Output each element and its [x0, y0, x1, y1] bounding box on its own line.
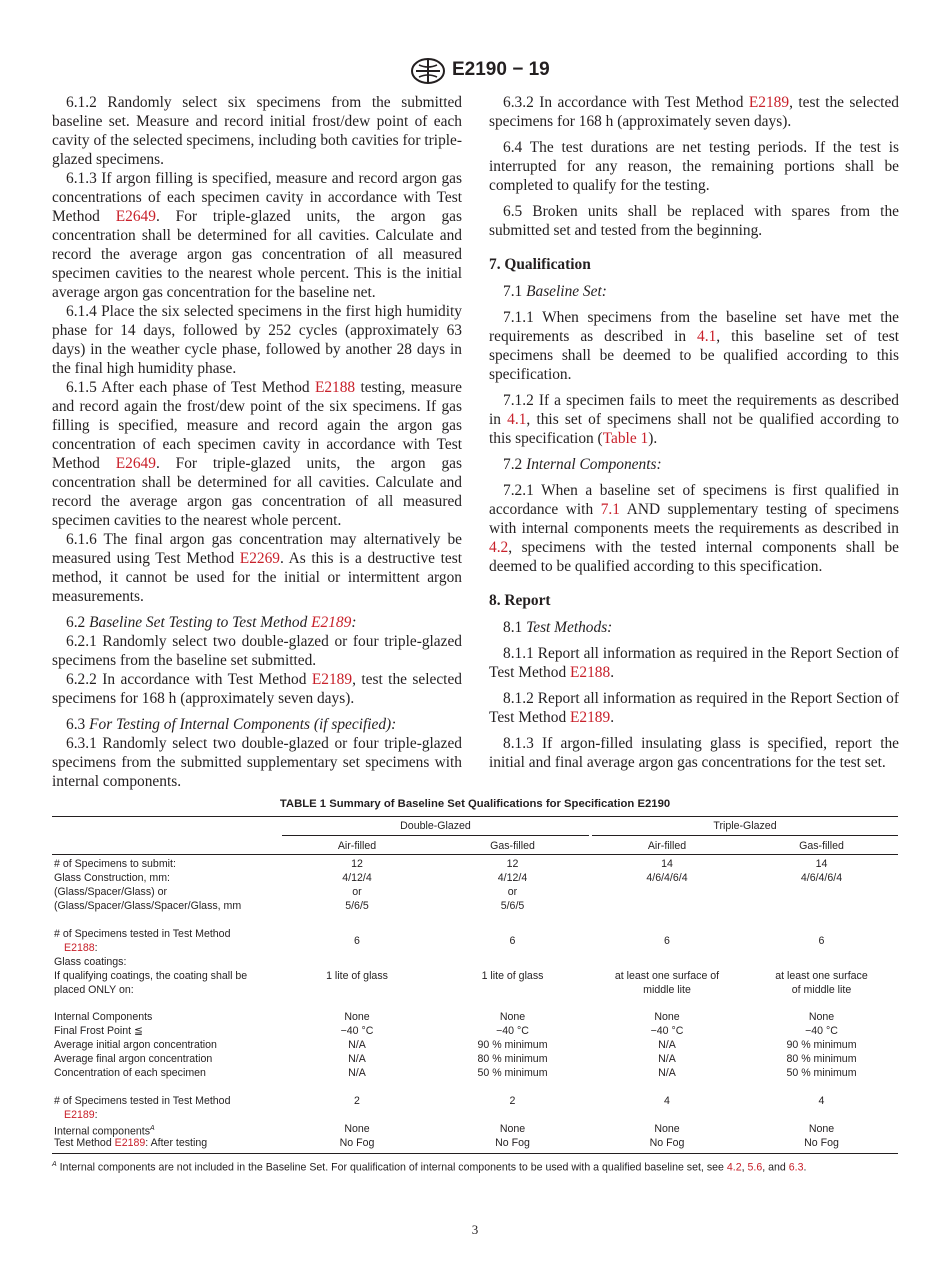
- table-cell: None: [499, 1011, 526, 1023]
- table-cell: None: [654, 1123, 680, 1135]
- table-cell: of middle lite: [791, 984, 852, 996]
- table-cell: N/A: [658, 1067, 676, 1079]
- table-cell: middle lite: [643, 984, 691, 996]
- row-label: Final Frost Point ≦: [54, 1025, 143, 1037]
- astm-logo-icon: [410, 58, 446, 84]
- ref-link[interactable]: E2189: [570, 709, 611, 726]
- ref-link[interactable]: E2189: [748, 94, 790, 111]
- table-rule: [592, 835, 898, 836]
- para-6-1-2: 6.1.2 Randomly select six specimens from the submitted baseline set. Measure and record initial frost/dew point of each cavity of the selected specimens, including both cavities for triple-glazed specimens.: [52, 94, 462, 168]
- para-6-2-1: 6.2.1 Randomly select two double-glazed or four triple-glazed specimens from the baseline set submitted.: [52, 633, 462, 669]
- row-label: Average initial argon concentration: [54, 1039, 217, 1051]
- ref-link[interactable]: 6.3: [788, 1161, 804, 1174]
- table-rule: [282, 835, 589, 836]
- row-label: Glass coatings:: [54, 956, 127, 968]
- ref-link[interactable]: E2188: [570, 664, 611, 681]
- para-6-5: 6.5 Broken units shall be replaced with spares from the submitted set and tested from the beginning.: [489, 203, 899, 239]
- ref-link[interactable]: 4.1: [697, 328, 717, 345]
- table-cell: None: [344, 1123, 370, 1135]
- heading-8-1: 8.1 Test Methods:: [503, 619, 613, 636]
- para-6-1-5: 6.1.5 After each phase of Test Method E2188 testing, measure and record again the frost/dew point of the six specimens. If gas filling is specified, measure and record again the argon gas concentration of each specimen cavity in accordance with Test Method E2649. For triple-glazed units, the argon gas concentration shall be determined for all cavities. Calculate and record the average argon gas concentration of all measured specimen cavities to the nearest whole percent.: [52, 379, 462, 529]
- table-cell: 4/12/4: [497, 872, 528, 884]
- table-cell: 4: [818, 1095, 825, 1107]
- table-cell: 6: [509, 935, 516, 947]
- para-6-2-2: 6.2.2 In accordance with Test Method E2189, test the selected specimens for 168 h (approximately seven days).: [52, 671, 462, 707]
- heading-6-2: 6.2 Baseline Set Testing to Test Method E2189:: [66, 614, 357, 631]
- heading-7-1: 7.1 Baseline Set:: [503, 283, 607, 300]
- para-8-1-3: 8.1.3 If argon-filled insulating glass is specified, report the initial and final average argon gas concentrations for the test set.: [489, 735, 899, 771]
- col-header: Gas-filled: [490, 840, 535, 852]
- para-8-1-2: 8.1.2 Report all information as required in the Report Section of Test Method E2189.: [489, 690, 899, 726]
- left-column: [52, 93, 462, 791]
- row-label: placed ONLY on:: [54, 984, 134, 996]
- page-header: [0, 58, 950, 86]
- table-cell: 80 % minimum: [477, 1053, 548, 1065]
- table-cell: or: [507, 886, 518, 898]
- table-cell: N/A: [658, 1039, 676, 1051]
- para-6-4: 6.4 The test durations are net testing periods. If the test is interrupted for any reason, the remaining portions shall be completed to qualify for the testing.: [489, 139, 899, 194]
- table-cell: 4/6/4/6/4: [800, 872, 843, 884]
- ref-link[interactable]: 5.6: [747, 1161, 763, 1174]
- col-header: Air-filled: [337, 840, 377, 852]
- para-7-1-1: 7.1.1 When specimens from the baseline set have met the requirements as described in 4.1, this baseline set of test specimens shall be deemed to be qualified according to this specification.: [489, 309, 899, 383]
- ref-link[interactable]: E2189: [114, 1137, 146, 1149]
- table-cell: 4: [664, 1095, 670, 1107]
- document-title: E2190 − 19: [452, 59, 550, 80]
- row-label: E2189:: [64, 1109, 98, 1121]
- table-cell: 50 % minimum: [477, 1067, 548, 1079]
- para-6-3-2: 6.3.2 In accordance with Test Method E2189, test the selected specimens for 168 h (approximately seven days).: [489, 94, 899, 130]
- para-7-1-2: 7.1.2 If a specimen fails to meet the requirements as described in 4.1, this set of specimens shall not be qualified according to this specification (Table 1).: [489, 392, 900, 447]
- table-cell: N/A: [658, 1053, 676, 1065]
- right-column: [489, 93, 899, 772]
- table-rule: [52, 1153, 898, 1154]
- row-label: E2188:: [64, 942, 98, 954]
- heading-6-3: 6.3 For Testing of Internal Components (if specified):: [66, 716, 397, 733]
- section-8-heading: 8. Report: [489, 592, 551, 609]
- ref-link[interactable]: 7.1: [600, 501, 620, 518]
- row-label: # of Specimens tested in Test Method: [54, 1095, 231, 1107]
- table-cell: 50 % minimum: [786, 1067, 857, 1079]
- table-cell: 12: [506, 858, 519, 870]
- table-cell: None: [499, 1123, 526, 1135]
- row-label: # of Specimens tested in Test Method: [54, 928, 231, 940]
- table-cell: at least one surface of: [614, 970, 720, 982]
- table-cell: at least one surface: [775, 970, 868, 982]
- table-cell: 90 % minimum: [477, 1039, 548, 1051]
- row-label: Average final argon concentration: [54, 1053, 213, 1065]
- table-rule: [52, 816, 898, 817]
- para-6-3-1: 6.3.1 Randomly select two double-glazed or four triple-glazed specimens from the submitted supplementary set specimens with internal components.: [52, 735, 462, 790]
- table-cell: −40 °C: [340, 1025, 374, 1037]
- table-cell: 14: [661, 858, 673, 870]
- ref-link[interactable]: E2188: [64, 942, 95, 954]
- table-cell: −40 °C: [650, 1025, 684, 1037]
- col-header: Air-filled: [647, 840, 687, 852]
- table-cell: or: [352, 886, 362, 898]
- table-cell: −40 °C: [805, 1025, 838, 1037]
- table-cell: 5/6/5: [500, 900, 525, 912]
- row-label: Test Method E2189: After testing: [54, 1137, 208, 1149]
- group-header-double: Double-Glazed: [400, 820, 471, 832]
- row-label: Internal components$^A$: [54, 1125, 155, 1138]
- ref-link[interactable]: E2189: [64, 1109, 95, 1121]
- para-7-2-1: 7.2.1 When a baseline set of specimens is first qualified in accordance with 7.1 AND supplementary testing of specimens with internal components meets the requirements as described in 4.2, specimens with the tested internal components shall be deemed to be qualified according to this specification.: [489, 482, 899, 575]
- heading-7-2: 7.2 Internal Components:: [503, 456, 662, 473]
- table-cell: N/A: [348, 1039, 366, 1051]
- row-label: If qualifying coatings, the coating shall be: [54, 970, 248, 982]
- table-cell: No Fog: [649, 1137, 685, 1149]
- table-rule: [52, 854, 898, 855]
- ref-link[interactable]: E2189: [311, 614, 352, 631]
- table-cell: None: [344, 1011, 370, 1023]
- table-cell: N/A: [348, 1053, 366, 1065]
- page-number: 3: [471, 1222, 479, 1237]
- ref-link[interactable]: 4.2: [489, 539, 509, 556]
- table-cell: 90 % minimum: [786, 1039, 857, 1051]
- ref-link[interactable]: E2649: [115, 455, 156, 472]
- para-8-1-1: 8.1.1 Report all information as required in the Report Section of Test Method E2188.: [489, 645, 899, 681]
- table-cell: None: [808, 1011, 835, 1023]
- table-cell: 4/6/4/6/4: [646, 872, 688, 884]
- table-cell: 4/12/4: [342, 872, 372, 884]
- para-6-1-3: 6.1.3 If argon filling is specified, measure and record argon gas concentrations of each specimen cavity in accordance with Test Method E2649. For triple-glazed units, the argon gas concentration shall be determined for all cavities. Calculate and record the average argon gas concentration of all measured specimen cavities to the nearest whole percent. This is the initial average argon gas concentration for the baseline net.: [52, 170, 462, 301]
- table-cell: 80 % minimum: [786, 1053, 857, 1065]
- table-cell: No Fog: [339, 1137, 375, 1149]
- table-cell: 2: [509, 1095, 516, 1107]
- table-cell: No Fog: [495, 1137, 530, 1149]
- table-cell: N/A: [348, 1067, 366, 1079]
- row-label: Glass Construction, mm:: [54, 872, 170, 884]
- ref-link[interactable]: Table 1: [602, 430, 649, 447]
- ref-link[interactable]: E2189: [311, 671, 353, 688]
- table-footnote: $^A$ Internal components are not included in the Baseline Set. For qualification of internal components to be used with a qualified baseline set, see 4.2, 5.6, and 6.3.: [52, 1161, 807, 1174]
- table-cell: None: [808, 1123, 835, 1135]
- table-cell: 1 lite of glass: [481, 970, 544, 982]
- table-cell: 6: [354, 935, 360, 947]
- table-cell: 5/6/5: [345, 900, 369, 912]
- table-cell: 6: [664, 935, 670, 947]
- row-label: (Glass/Spacer/Glass/Spacer/Glass, mm: [54, 900, 242, 912]
- table-cell: None: [654, 1011, 680, 1023]
- section-7-heading: 7. Qualification: [489, 256, 591, 273]
- ref-link[interactable]: E2269: [239, 550, 280, 567]
- table-cell: −40 °C: [496, 1025, 529, 1037]
- para-6-1-4: 6.1.4 Place the six selected specimens in the first high humidity phase for 14 days, followed by 252 cycles (approximately 63 days) in the weather cycle phase, followed by another 28 days in the final high humidity phase.: [52, 303, 462, 377]
- ref-link[interactable]: 4.1: [507, 411, 527, 428]
- table-cell: 14: [815, 858, 828, 870]
- row-label: Internal Components: [54, 1011, 153, 1023]
- table-cell: 6: [818, 935, 825, 947]
- col-header: Gas-filled: [799, 840, 844, 852]
- table-title: TABLE 1 Summary of Baseline Set Qualifications for Specification E2190: [279, 798, 671, 810]
- group-header-triple: Triple-Glazed: [713, 820, 777, 832]
- ref-link[interactable]: E2188: [314, 379, 356, 396]
- table-cell: 12: [351, 858, 363, 870]
- table-cell: 1 lite of glass: [326, 970, 388, 982]
- para-6-1-6: 6.1.6 The final argon gas concentration may alternatively be measured using Test Method E2269. As this is a destructive test method, it cannot be used for the initial or intermittent argon measurements.: [52, 531, 462, 605]
- table-cell: 2: [354, 1095, 360, 1107]
- row-label: (Glass/Spacer/Glass) or: [54, 886, 168, 898]
- row-label: Concentration of each specimen: [54, 1067, 206, 1079]
- row-label: # of Specimens to submit:: [54, 858, 176, 870]
- table-cell: No Fog: [804, 1137, 839, 1149]
- ref-link[interactable]: 4.2: [726, 1161, 742, 1174]
- ref-link[interactable]: E2649: [115, 208, 156, 225]
